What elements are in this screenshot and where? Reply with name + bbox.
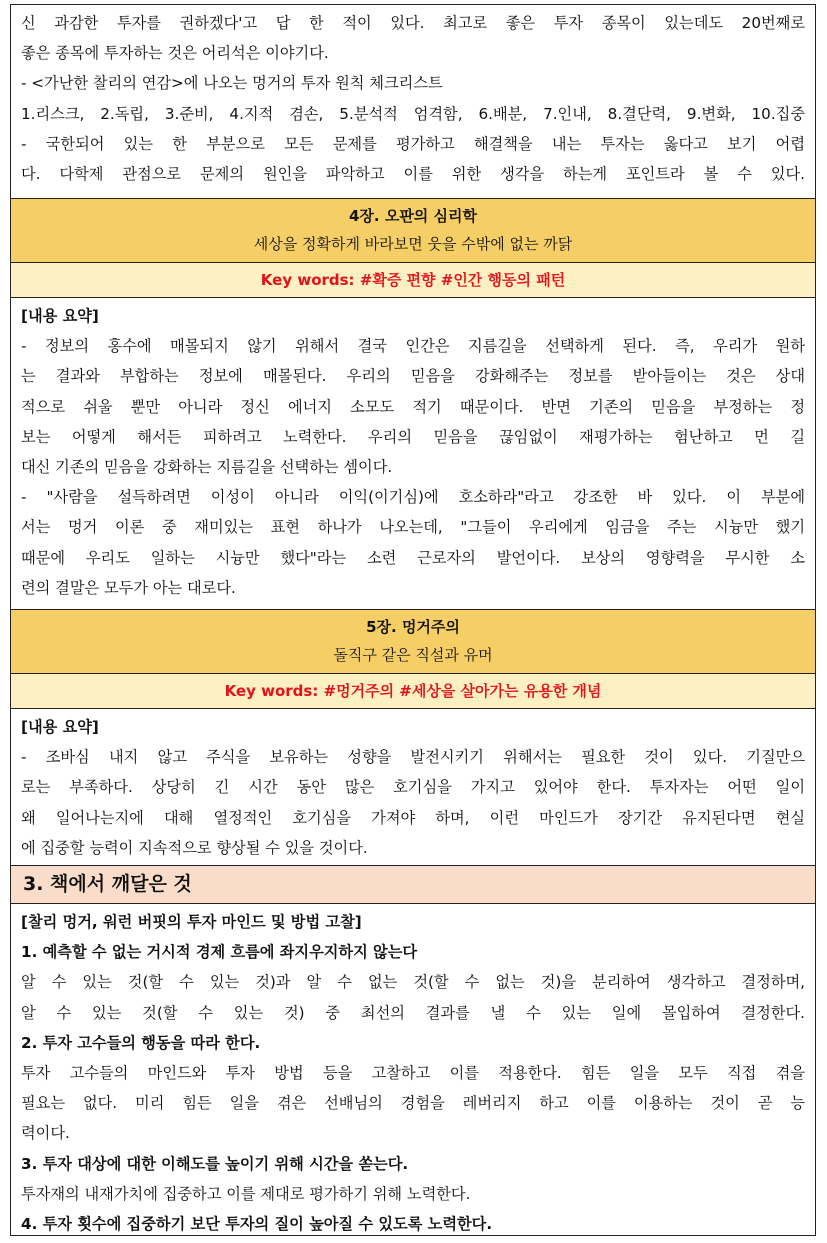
section3-subtitle: [찰리 멍거, 워런 버핏의 투자 마인드 및 방법 고찰] — [21, 913, 362, 931]
text-line: - 국한되어 있는 한 부분으로 모든 문제를 평가하고 해결책을 내는 투자는 옳다고 보기 어렵 — [21, 134, 805, 153]
chapter4-keywords: Key words: #확증 편향 #인간 행동의 패턴 — [11, 263, 815, 298]
text-line: 필요는 없다. 미리 힘든 일을 겪은 선배님의 경험을 레버리지 하고 이를 이용하는 것이 곧 능 — [21, 1094, 805, 1113]
text-line: 서는 멍거 이론 중 재미있는 표현 하나가 나오는데, "그들이 우리에게 임금을 주는 시늉만 했기 — [21, 518, 805, 537]
text-line: 알 수 있는 것(할 수 있는 것) 중 최선의 결과를 낼 수 있는 일에 몰입하여 결정한다. — [21, 1003, 805, 1022]
text-line: 대신 기존의 믿음을 강화하는 지름길을 선택하는 셈이다. — [21, 458, 393, 477]
text-line: 알 수 있는 것(할 수 있는 것)과 알 수 없는 것(할 수 없는 것)을 분리하여 생각하고 결정하며, — [21, 973, 805, 992]
text-line: 다. 다학제 관점으로 문제의 원인을 파악하고 이를 위한 생각을 하는게 포인트라 볼 수 있다. — [21, 165, 805, 184]
insight-heading: 3. 투자 대상에 대한 이해도를 높이기 위해 시간을 쏟는다. — [21, 1154, 409, 1173]
text-line: 보는 어떻게 해서든 피하려고 노력한다. 우리의 믿음을 끊임없이 재평가하는 험난하고 먼 길 — [21, 427, 805, 446]
chapter5-summary — [11, 709, 815, 866]
text-line: 왜 일어나는지에 대해 열정적인 호기심을 가져야 하며, 이런 마인드가 장기간 유지된다면 현실 — [21, 808, 805, 827]
text-line: - "사람을 설득하려면 이성이 아니라 이익(이기심)에 호소하라"라고 강조한 바 있다. 이 부분에 — [21, 488, 805, 507]
text-line: 는 결과와 부합하는 정보에 매몰된다. 우리의 믿음을 강화해주는 정보를 받아들이는 것은 상대 — [21, 367, 805, 386]
chapter4-subtitle: 세상을 정확하게 바라보면 웃을 수밖에 없는 까닭 — [253, 235, 573, 253]
chapter4-summary — [11, 298, 815, 610]
text-line: - <가난한 찰리의 연감>에 나오는 멍거의 투자 원칙 체크리스트 — [21, 74, 443, 93]
text-line: 로는 부족하다. 상당히 긴 시간 동안 많은 호기심을 가지고 있어야 한다. 투자자는 어떤 일이 — [21, 778, 805, 797]
text-line: 적으로 쉬울 뿐만 아니라 정신 에너지 소모도 적기 때문이다. 반면 기존의 믿음을 부정하는 정 — [21, 397, 805, 416]
chapter4-title: 4장. 오판의 심리학 — [348, 207, 477, 225]
insight-heading: 4. 투자 횟수에 집중하기 보단 투자의 질이 높아질 수 있도록 노력한다. — [21, 1215, 493, 1234]
summary-label: [내용 요약] — [21, 718, 99, 736]
section3-body — [11, 904, 815, 1241]
text-line: 에 집중할 능력이 지속적으로 향상될 수 있을 것이다. — [21, 838, 368, 857]
text-line: 력이다. — [21, 1124, 70, 1143]
chapter5-keywords: Key words: #멍거주의 #세상을 살아가는 유용한 개념 — [11, 674, 815, 709]
chapter5-title: 5장. 멍거주의 — [366, 618, 460, 636]
text-line: 때문에 우리도 일하는 시늉만 했다"라는 소련 근로자의 발언이다. 보상의 영향력을 무시한 소 — [21, 548, 805, 567]
text-line: 투자재의 내재가치에 집중하고 이를 제대로 평가하기 위해 노력한다. — [21, 1184, 471, 1203]
chapter5-header — [11, 610, 815, 674]
text-line: 투자 고수들의 마인드와 투자 방법 등을 고찰하고 이를 적용한다. 힘든 일을 모두 직접 겪을 — [21, 1064, 805, 1083]
text-line: - 정보의 홍수에 매몰되지 않기 위해서 결국 인간은 지름길을 선택하게 된다. 즉, 우리가 원하 — [21, 337, 805, 356]
text-line: 련의 결말은 모두가 아는 대로다. — [21, 578, 236, 597]
text-line: 좋은 종목에 투자하는 것은 어리석은 이야기다. — [21, 44, 329, 63]
insight-heading: 1. 예측할 수 없는 거시적 경제 흐름에 좌지우지하지 않는다 — [21, 943, 418, 962]
summary-label: [내용 요약] — [21, 307, 99, 325]
text-line: 신 과감한 투자를 권하겠다'고 답 한 적이 있다. 최고로 좋은 투자 종목이 있는데도 20번째로 — [21, 14, 805, 32]
chapter5-subtitle: 돌직구 같은 직설과 유머 — [333, 646, 493, 664]
document-page — [10, 4, 816, 1236]
intro-text-block — [11, 5, 815, 199]
text-line: - 조바심 내지 않고 주식을 보유하는 성향을 발전시키기 위해서는 필요한 것이 있다. 기질만으 — [21, 748, 805, 767]
chapter4-header — [11, 199, 815, 263]
section3-title: 3. 책에서 깨달은 것 — [11, 866, 815, 904]
text-line: 1.리스크, 2.독립, 3.준비, 4.지적 겸손, 5.분석적 엄격함, 6.배분, 7.인내, 8.결단력, 9.변화, 10.집중 — [21, 104, 805, 123]
insight-heading: 2. 투자 고수들의 행동을 따라 한다. — [21, 1033, 261, 1052]
